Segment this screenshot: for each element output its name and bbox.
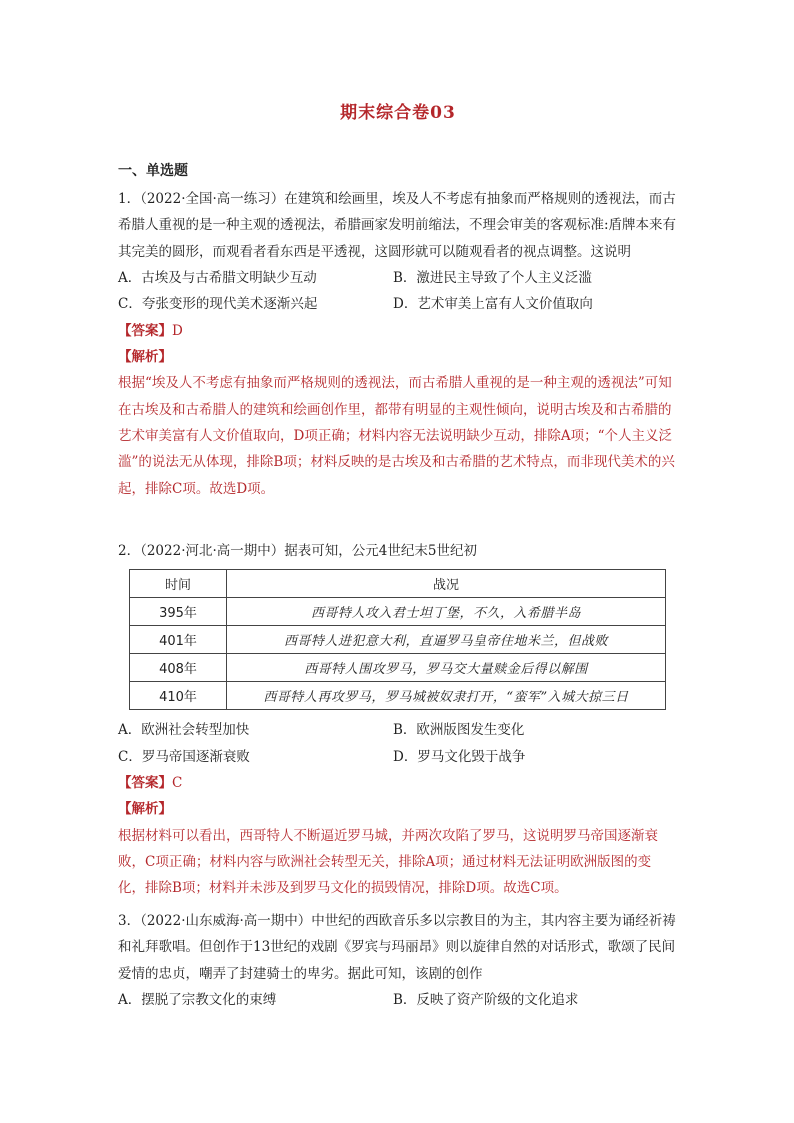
question-2-options bbox=[118, 717, 678, 770]
option-b[interactable]: B．反映了资产阶级的文化追求 bbox=[393, 991, 579, 1008]
option-a[interactable]: A．摆脱了宗教文化的束缚 bbox=[118, 991, 277, 1008]
table-cell: 西哥特人攻入君士坦丁堡，不久，入希腊半岛 bbox=[227, 598, 666, 626]
answer-label: 【答案】 bbox=[118, 775, 172, 791]
table-cell: 西哥特人围攻罗马，罗马交大量赎金后得以解围 bbox=[227, 654, 666, 682]
option-d[interactable]: D．艺术审美上富有人文价值取向 bbox=[393, 296, 593, 313]
table-cell: 395年 bbox=[130, 598, 227, 626]
option-c[interactable]: C．夸张变形的现代美术逐渐兴起 bbox=[118, 296, 318, 313]
explain-label: 【解析】 bbox=[118, 349, 172, 366]
page-title: 期末综合卷03 bbox=[340, 103, 456, 123]
answer-line bbox=[118, 318, 678, 344]
answer-value: D bbox=[172, 322, 183, 339]
explain-label: 【解析】 bbox=[118, 801, 172, 818]
option-a[interactable]: A．欧洲社会转型加快 bbox=[118, 722, 250, 738]
question-3-text: 3．（2022·山东威海·高一期中）中世纪的西欧音乐多以宗教目的为主，其内容主要为诵经祈祷和礼拜歌唱。但创作于13世纪的戏剧《罗宾与玛丽昂》则以旋律自然的对话形式，歌颂了民间爱情的忠贞，嘲弄了封建骑士的卑劣。据此可知，该剧的创作 bbox=[118, 913, 676, 982]
table-row bbox=[130, 682, 666, 710]
question-1 bbox=[118, 186, 678, 502]
explain-text: 根据“埃及人不考虑有抽象而严格规则的透视法，而古希腊人重视的是一种主观的透视法”可知在古埃及和古希腊人的建筑和绘画创作里，都带有明显的主观性倾向，说明古埃及和古希腊的艺术审美富有人文价值取向，D项正确；材料内容无法说明缺少互动，排除A项；“个人主义泛滥”的说法无从体现，排除B项；材料反映的是古埃及和古希腊的艺术特点，而非现代美术的兴起，排除C项。故选D项。 bbox=[118, 375, 675, 497]
table-cell: 408年 bbox=[130, 654, 227, 682]
table-cell: 410年 bbox=[130, 682, 227, 710]
question-2-text: 2．（2022·河北·高一期中）据表可知，公元4世纪末5世纪初 bbox=[118, 543, 477, 559]
question-2-rest bbox=[118, 717, 678, 901]
table-header: 时间 bbox=[130, 570, 227, 598]
question-1-options bbox=[118, 265, 678, 318]
option-c[interactable]: C．罗马帝国逐渐衰败 bbox=[118, 748, 250, 765]
table-header-row bbox=[130, 570, 666, 598]
answer-label: 【答案】 bbox=[118, 322, 172, 339]
explain-text: 根据材料可以看出，西哥特人不断逼近罗马城，并两次攻陷了罗马，这说明罗马帝国逐渐衰败，C项正确；材料内容与欧洲社会转型无关，排除A项；通过材料无法证明欧洲版图的变化，排除B项；材料并未涉及到罗马文化的损毁情况，排除D项。故选C项。 bbox=[118, 827, 658, 897]
table-row bbox=[130, 598, 666, 626]
battle-table bbox=[129, 569, 666, 710]
table-row bbox=[130, 654, 666, 682]
option-a[interactable]: A．古埃及与古希腊文明缺少互动 bbox=[118, 269, 317, 286]
answer-line bbox=[118, 770, 678, 796]
option-d[interactable]: D．罗马文化毁于战争 bbox=[393, 748, 526, 765]
table-cell: 西哥特人进犯意大利，直逼罗马皇帝住地米兰，但战败 bbox=[227, 626, 666, 654]
option-b[interactable]: B．欧洲版图发生变化 bbox=[393, 722, 525, 738]
answer-value: C bbox=[172, 775, 183, 791]
section-heading: 一、单选题 bbox=[118, 163, 188, 179]
table-header: 战况 bbox=[227, 570, 666, 598]
question-1-text: 1．（2022·全国·高一练习）在建筑和绘画里，埃及人不考虑有抽象而严格规则的透视法，而古希腊人重视的是一种主观的透视法，希腊画家发明前缩法，不理会审美的客观标准:盾牌本来有其完美的圆形，而观看者看东西是平透视，这圆形就可以随观看者的视点调整。这说明 bbox=[118, 191, 677, 260]
option-b[interactable]: B．激进民主导致了个人主义泛滥 bbox=[393, 269, 592, 286]
question-2 bbox=[118, 538, 678, 564]
table-row bbox=[130, 626, 666, 654]
table-cell: 西哥特人再攻罗马，罗马城被奴隶打开，“蛮军”入城大掠三日 bbox=[227, 682, 666, 710]
question-3 bbox=[118, 908, 678, 1013]
question-3-options bbox=[118, 987, 678, 1014]
table-cell: 401年 bbox=[130, 626, 227, 654]
